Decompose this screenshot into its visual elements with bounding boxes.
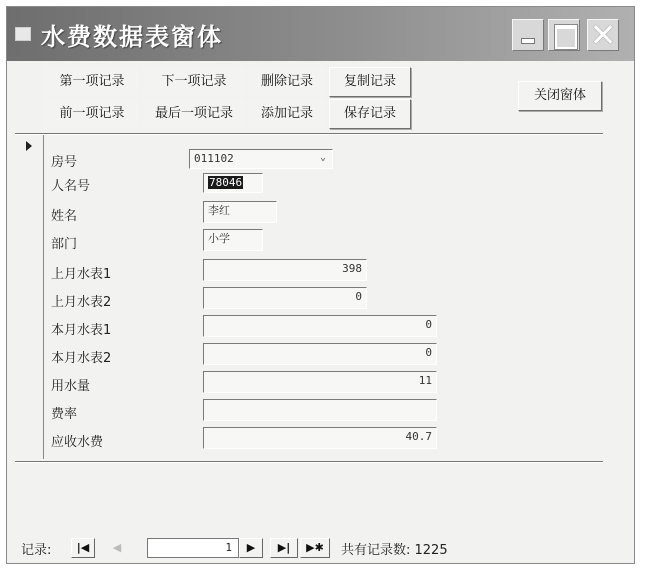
last-meter2-label: 上月水表2	[51, 295, 112, 310]
cur-meter1-value: 0	[425, 318, 432, 331]
minimize-button[interactable]	[512, 19, 544, 51]
next-record-icon[interactable]: ▶	[239, 538, 263, 558]
form-window	[6, 6, 635, 564]
close-form-button[interactable]: 关闭窗体	[518, 81, 602, 111]
cur-meter1-field[interactable]	[203, 315, 437, 337]
first-record-icon[interactable]: |◀	[71, 538, 95, 558]
person-id-field[interactable]	[203, 173, 263, 193]
dept-field[interactable]	[203, 229, 263, 251]
title-bar[interactable]	[7, 7, 634, 61]
usage-label: 用水量	[51, 379, 91, 394]
cur-meter2-value: 0	[425, 346, 432, 359]
room-value: 011102	[194, 152, 234, 165]
fee-field[interactable]	[203, 427, 437, 449]
room-label: 房号	[51, 155, 78, 170]
usage-field[interactable]	[203, 371, 437, 393]
name-value: 李红	[208, 204, 230, 217]
dept-value: 小学	[208, 232, 230, 245]
fee-value: 40.7	[405, 430, 432, 443]
usage-value: 11	[418, 374, 432, 387]
save-record-button[interactable]: 保存记录	[329, 99, 411, 129]
current-record-input[interactable]: 1	[147, 538, 239, 558]
last-meter1-field[interactable]	[203, 259, 367, 281]
close-icon: ✕	[589, 16, 617, 54]
header-divider	[15, 133, 603, 135]
last-meter1-label: 上月水表1	[51, 267, 112, 282]
name-field[interactable]	[203, 201, 277, 223]
copy-record-button[interactable]: 复制记录	[329, 67, 411, 97]
last-meter2-value: 0	[355, 290, 362, 303]
dept-label: 部门	[51, 237, 78, 252]
name-label: 姓名	[51, 209, 78, 224]
close-window-button[interactable]	[587, 16, 619, 54]
add-record-button[interactable]: 添加记录	[249, 99, 325, 127]
person-id-label: 人名号	[51, 179, 91, 194]
form-icon	[15, 27, 31, 41]
last-meter1-value: 398	[342, 262, 362, 275]
maximize-button[interactable]	[548, 19, 580, 51]
record-nav-label: 记录:	[21, 543, 52, 558]
chevron-down-icon[interactable]: ⌄	[319, 152, 326, 163]
fee-label: 应收水费	[51, 435, 104, 450]
first-record-button[interactable]: 第一项记录	[45, 67, 139, 95]
last-meter2-field[interactable]	[203, 287, 367, 309]
current-record-arrow-icon	[26, 141, 32, 151]
minimize-icon	[521, 38, 535, 44]
total-records-text: 共有记录数: 1225	[341, 543, 448, 558]
rate-field[interactable]	[203, 399, 437, 421]
cur-meter2-label: 本月水表2	[51, 351, 112, 366]
detail-divider	[15, 461, 603, 463]
last-record-icon[interactable]: ▶|	[270, 538, 298, 558]
record-selector[interactable]	[19, 135, 44, 459]
cur-meter2-field[interactable]	[203, 343, 437, 365]
next-record-button[interactable]: 下一项记录	[143, 67, 245, 95]
cur-meter1-label: 本月水表1	[51, 323, 112, 338]
window-title: 水费数据表窗体	[41, 22, 223, 51]
previous-record-icon[interactable]: ◀	[112, 541, 122, 554]
last-record-button[interactable]: 最后一项记录	[143, 99, 245, 127]
delete-record-button[interactable]: 删除记录	[249, 67, 325, 95]
rate-label: 费率	[51, 407, 78, 422]
maximize-icon	[555, 25, 577, 49]
room-combobox[interactable]	[189, 149, 333, 169]
previous-record-button[interactable]: 前一项记录	[45, 99, 139, 127]
person-id-value: 78046	[209, 176, 243, 189]
new-record-icon[interactable]: ▶✱	[300, 538, 330, 558]
